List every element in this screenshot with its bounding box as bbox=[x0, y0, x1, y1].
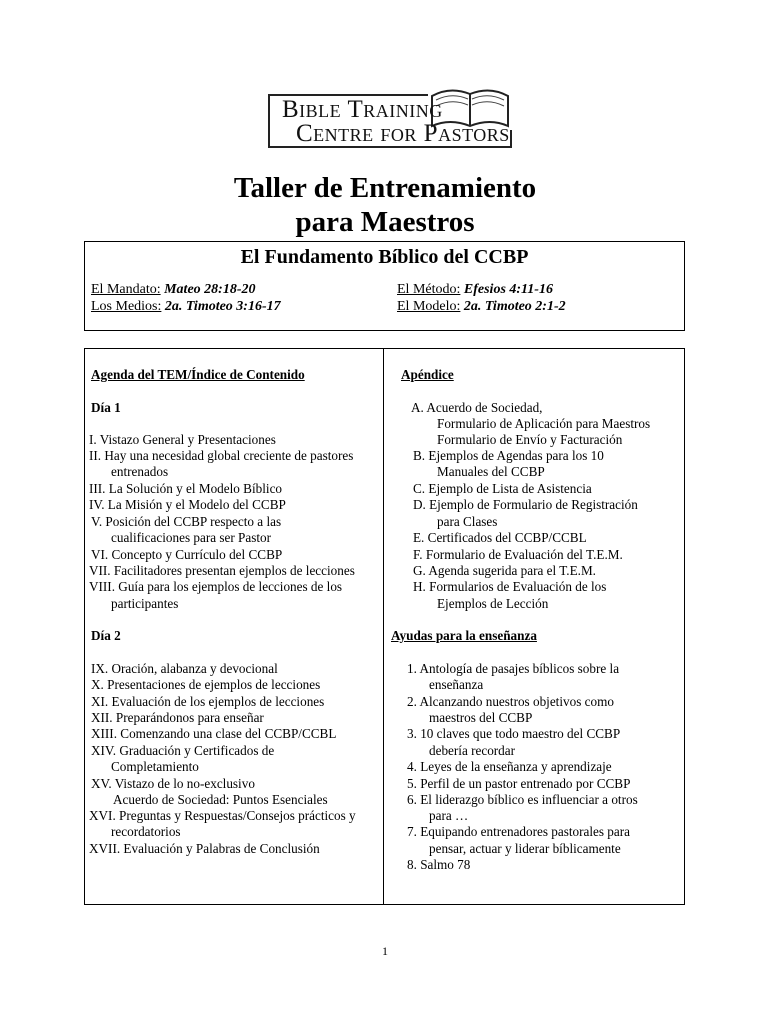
mandate-label: El Mandato: bbox=[91, 282, 161, 297]
agenda-item: VII. Facilitadores presentan ejemplos de lecciones bbox=[89, 563, 355, 578]
mandate-value: Mateo 28:18-20 bbox=[164, 282, 256, 297]
aid-item: debería recordar bbox=[429, 743, 516, 758]
logo-line-2: Centre for Pastors bbox=[296, 120, 510, 147]
foundation-title: El Fundamento Bíblico del CCBP bbox=[240, 246, 529, 268]
means-value: 2a. Timoteo 3:16-17 bbox=[164, 299, 281, 314]
agenda-item: VIII. Guía para los ejemplos de lecciones de los bbox=[89, 579, 343, 594]
agenda-item: XVI. Preguntas y Respuestas/Consejos prácticos y bbox=[89, 808, 356, 823]
agenda-item: participantes bbox=[111, 596, 179, 611]
day2-heading: Día 2 bbox=[91, 628, 121, 643]
page-title-line-2: para Maestros bbox=[295, 206, 475, 238]
agenda-header: Agenda del TEM/Índice de Contenido bbox=[91, 367, 305, 382]
aid-item: 4. Leyes de la enseñanza y aprendizaje bbox=[407, 759, 612, 774]
method-label: El Método: bbox=[397, 282, 461, 297]
appendix-item: para Clases bbox=[437, 514, 498, 529]
contents-box bbox=[84, 348, 685, 905]
agenda-item: V. Posición del CCBP respecto a las bbox=[91, 514, 282, 529]
appendix-item: F. Formulario de Evaluación del T.E.M. bbox=[413, 547, 623, 562]
aid-item: 8. Salmo 78 bbox=[407, 857, 471, 872]
aid-item: para … bbox=[429, 808, 469, 823]
logo-line-1: Bible Training bbox=[282, 96, 443, 123]
agenda-item: XI. Evaluación de los ejemplos de lecciones bbox=[91, 694, 325, 709]
btcp-logo bbox=[268, 82, 514, 150]
aid-item: 3. 10 claves que todo maestro del CCBP bbox=[407, 726, 621, 741]
model-line bbox=[397, 299, 566, 315]
agenda-item: Acuerdo de Sociedad: Puntos Esenciales bbox=[113, 792, 328, 807]
appendix-item: Ejemplos de Lección bbox=[437, 596, 549, 611]
agenda-item: IX. Oración, alabanza y devocional bbox=[91, 661, 278, 676]
appendix-item: A. Acuerdo de Sociedad, bbox=[411, 400, 543, 415]
column-divider bbox=[383, 349, 384, 904]
agenda-item: X. Presentaciones de ejemplos de lecciones bbox=[91, 677, 321, 692]
model-label: El Modelo: bbox=[397, 299, 461, 314]
aid-item: 7. Equipando entrenadores pastorales para bbox=[407, 824, 631, 839]
agenda-item: III. La Solución y el Modelo Bíblico bbox=[89, 481, 283, 496]
aid-item: pensar, actuar y liderar bíblicamente bbox=[429, 841, 621, 856]
agenda-item: cualificaciones para ser Pastor bbox=[111, 530, 272, 545]
agenda-item: IV. La Misión y el Modelo del CCBP bbox=[89, 497, 286, 512]
appendix-item: Formulario de Aplicación para Maestros bbox=[437, 416, 651, 431]
appendix-item: Manuales del CCBP bbox=[437, 464, 545, 479]
appendix-item: D. Ejemplo de Formulario de Registración bbox=[413, 497, 638, 512]
agenda-item: XIII. Comenzando una clase del CCBP/CCBL bbox=[91, 726, 337, 741]
appendix-item: B. Ejemplos de Agendas para los 10 bbox=[413, 448, 604, 463]
agenda-item: XII. Preparándonos para enseñar bbox=[91, 710, 264, 725]
aid-item: maestros del CCBP bbox=[429, 710, 533, 725]
aid-item: 2. Alcanzando nuestros objetivos como bbox=[407, 694, 614, 709]
day1-heading: Día 1 bbox=[91, 400, 121, 415]
agenda-item: II. Hay una necesidad global creciente de pastores bbox=[89, 448, 354, 463]
appendix-item: E. Certificados del CCBP/CCBL bbox=[413, 530, 587, 545]
agenda-item: XIV. Graduación y Certificados de bbox=[91, 743, 275, 758]
means-label: Los Medios: bbox=[91, 299, 162, 314]
method-line bbox=[397, 282, 553, 298]
model-value: 2a. Timoteo 2:1-2 bbox=[463, 299, 566, 314]
agenda-item: VI. Concepto y Currículo del CCBP bbox=[91, 547, 283, 562]
mandate-line bbox=[91, 282, 256, 298]
appendix-item: H. Formularios de Evaluación de los bbox=[413, 579, 607, 594]
means-line bbox=[91, 299, 281, 315]
agenda-item: recordatorios bbox=[111, 824, 181, 839]
aids-header: Ayudas para la enseñanza bbox=[391, 628, 537, 643]
aid-item: enseñanza bbox=[429, 677, 484, 692]
agenda-item: entrenados bbox=[111, 464, 169, 479]
agenda-item: Completamiento bbox=[111, 759, 199, 774]
agenda-item: I. Vistazo General y Presentaciones bbox=[89, 432, 276, 447]
page-number: 1 bbox=[382, 944, 388, 958]
appendix-item: G. Agenda sugerida para el T.E.M. bbox=[413, 563, 596, 578]
appendix-item: Formulario de Envío y Facturación bbox=[437, 432, 623, 447]
aid-item: 5. Perfil de un pastor entrenado por CCBP bbox=[407, 776, 631, 791]
foundation-box bbox=[84, 241, 685, 331]
aid-item: 1. Antología de pasajes bíblicos sobre la bbox=[407, 661, 620, 676]
agenda-item: XVII. Evaluación y Palabras de Conclusión bbox=[89, 841, 320, 856]
appendix-item: C. Ejemplo de Lista de Asistencia bbox=[413, 481, 592, 496]
page-title-line-1: Taller de Entrenamiento bbox=[233, 172, 537, 204]
appendix-header: Apéndice bbox=[401, 367, 454, 382]
agenda-item: XV. Vistazo de lo no-exclusivo bbox=[91, 776, 255, 791]
method-value: Efesios 4:11-16 bbox=[463, 282, 553, 297]
aid-item: 6. El liderazgo bíblico es influenciar a otros bbox=[407, 792, 638, 807]
